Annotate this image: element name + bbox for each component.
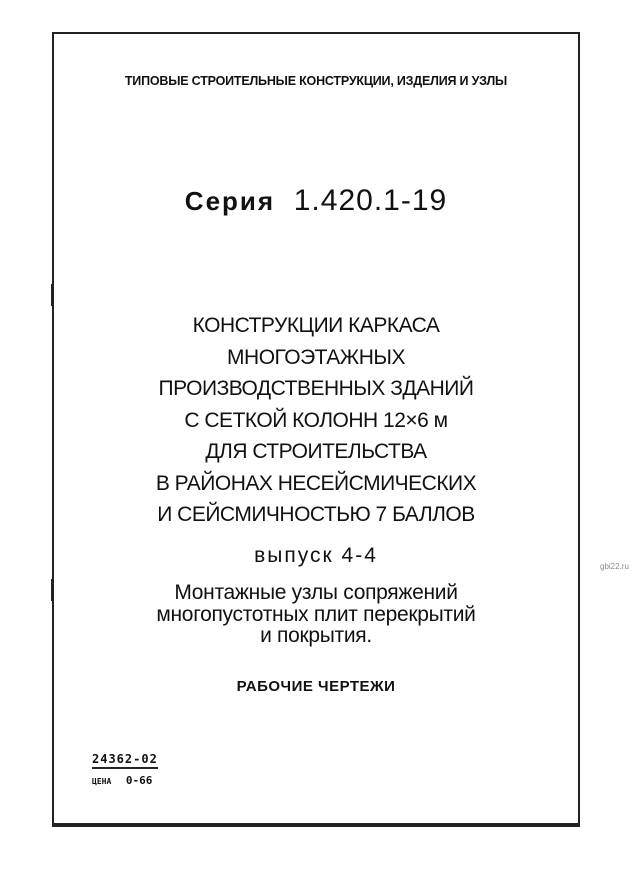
subtitle-line: и покрытия. — [260, 624, 372, 647]
series-label: Серия — [184, 186, 276, 216]
price-value: 0-66 — [125, 774, 153, 787]
subtitle-line: многопустотных плит перекрытий — [156, 602, 476, 626]
series-number: 1.420.1-19 — [293, 184, 448, 217]
watermark-text: gbi22.ru — [600, 562, 629, 571]
title-line: ДЛЯ СТРОИТЕЛЬСТВА — [205, 440, 427, 463]
price-label: ЦЕНА — [92, 777, 112, 786]
frame-mark — [51, 284, 54, 306]
drawings-label: РАБОЧИЕ ЧЕРТЕЖИ — [236, 678, 396, 695]
document-frame — [52, 32, 580, 827]
issue-label: выпуск 4-4 — [254, 544, 378, 567]
title-line: И СЕЙСМИЧНОСТЬЮ 7 БАЛЛОВ — [157, 503, 475, 526]
subtitle — [54, 582, 578, 647]
header-text: ТИПОВЫЕ СТРОИТЕЛЬНЫЕ КОНСТРУКЦИИ, ИЗДЕЛИЯ И УЗЛЫ — [124, 74, 508, 88]
subtitle-line: Монтажные узлы сопряжений — [174, 581, 458, 604]
title-line: КОНСТРУКЦИИ КАРКАСА — [192, 314, 440, 337]
title-line: МНОГОЭТАЖНЫХ — [227, 345, 405, 369]
title-line: В РАЙОНАХ НЕСЕЙСМИЧЕСКИХ — [155, 471, 477, 495]
title-line: С СЕТКОЙ КОЛОНН 12×6 м — [184, 408, 448, 432]
main-title — [54, 310, 578, 531]
price-line — [92, 774, 152, 787]
document-code: 24362-02 — [92, 752, 158, 769]
series-line — [54, 184, 578, 218]
title-line: ПРОИЗВОДСТВЕННЫХ ЗДАНИЙ — [158, 377, 474, 400]
